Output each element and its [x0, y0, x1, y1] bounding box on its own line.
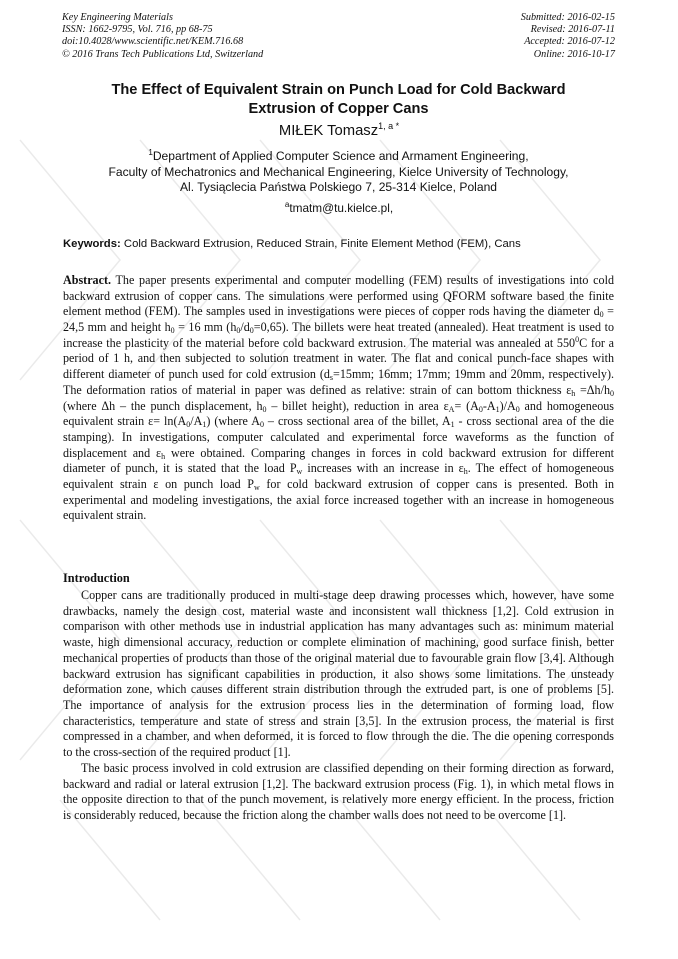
title-line-2: Extrusion of Copper Cans [248, 100, 429, 117]
intro-paragraph-2: The basic process involved in cold extrusion are classified depending on their forming direction as forward, backward and radial or lateral extrusion [1,2]. The backward extrusion process (Fig. 1), in which metal flows in the opposite direction to that of the punch movement, is relatively more energy efficient. In the process, friction is considerably reduced, because the friction along the chamber walls does not need to be overcome [1]. [63, 760, 614, 823]
affiliation-line-3: Al. Tysiąclecia Państwa Polskiego 7, 25-314 Kielce, Poland [179, 180, 498, 194]
revised-date: Revised: 2016-07-11 [530, 24, 615, 36]
author-name: MIŁEK Tomasz [278, 123, 379, 139]
email-line [0, 201, 678, 215]
abstract-paragraph: Abstract. The paper presents experimental and computer modelling (FEM) results of investigations into cold backward extrusion of copper cans. The simulations were performed using QFORM software based the finite element method (FEM). The samples used in investigations were pieces of copper rods having the diameter $d_0 = 24,5$ mm and height $h_0 = 16$ mm $(h_0/d_0=0,65)$. The billets were heat treated (annealed). Heat treatment is used to increase the plasticity of the material before cold backward extrusion. The material was annealed at $550^0C$ for a period of 1 h, and then subjected to solution treatment in water. The flat and conical punch-face shapes with different diameter of punch used for cold extrusion ($d_s=15mm$; 16mm; 17mm; 19mm and 20mm, respectively). The deformation ratios of material in paper was defined as relative: strain of can bottom thickness $\varepsilon_h =\Delta h/h_0$ (where Δh – the punch displacement, $h_0$ – billet height), reduction in area $\varepsilon_A= (A_0-A_1)/A_0$ and homogeneous equivalent strain $\varepsilon= \ln(A_0/A_1)$ (where $A_0$ – cross sectional area of the billet, $A_1$ - cross sectional area of the die stamping). In investigations, computer calculated and experimental force waveforms as the function of displacement and $\varepsilon_h$ were obtained. Comparing changes in forces in cold backward extrusion for different diameter of punch, it is stated that the load $P_w$ increases with an increase in $\varepsilon_h$. The effect of homogeneous equivalent strain ε on punch load $P_w$ for cold backward extrusion of copper cans is presented. Both in experimental and modeling investigations, the axial force increased together with an increase in homogeneous equivalent strain. [63, 273, 615, 523]
accepted-date: Accepted: 2016-07-12 [524, 36, 615, 48]
issn-line: ISSN: 1662-9795, Vol. 716, pp 68-75 [62, 24, 213, 36]
keywords [63, 237, 615, 251]
affiliation [62, 149, 615, 196]
submitted-date: Submitted: 2016-02-15 [520, 12, 615, 23]
author-marks: 1, a * [378, 121, 400, 131]
paper-title [62, 81, 615, 118]
affiliation-mark: 1 [148, 148, 153, 157]
email-mark: a [284, 200, 290, 209]
keywords-label: Keywords: [63, 238, 121, 250]
title-line-1: The Effect of Equivalent Strain on Punch Load for Cold Backward [111, 82, 566, 98]
affiliation-line-2: Faculty of Mechatronics and Mechanical Engineering, Kielce University of Technology, [108, 164, 569, 179]
intro-paragraph-1: Copper cans are traditionally produced in multi-stage deep drawing processes which, however, have some drawbacks, namely the design cost, material waste and inconsistent wall thickness [1,2]. Cold extrusion in comparison with other methods use in industrial application has many advantages such as: minimum material waste, high dimensional accuracy, reduction or complete elimination of machining, good surface finish, better mechanical properties of products than those of the original material due to favourable grain flow [3,4]. Although backward extrusion has significant capabilities in production, it also shows some limitations. The unsteady deformation zone, which causes different strain distribution through the extruded part, is one of problems [5]. The importance of analysis for the extrusion process lies in the determination of forming load, flow characteristics, temperature and state of stress and strain [3,5]. In the extrusion process, the material is first compressed in a chamber, and when deformed, it is forced to flow through the die. The die opening corresponds to the cross-section of the required product [1]. [63, 588, 614, 760]
online-date: Online: 2016-10-17 [533, 48, 615, 60]
introduction-heading: Introduction [63, 571, 130, 585]
doi-line: doi:10.4028/www.scientific.net/KEM.716.68 [62, 36, 244, 48]
affiliation-line-1: Department of Applied Computer Science and Armament Engineering, [152, 149, 529, 163]
author-line [0, 122, 678, 140]
abstract-label: Abstract. [63, 273, 112, 287]
keywords-text: Cold Backward Extrusion, Reduced Strain, Finite Element Method (FEM), Cans [123, 238, 521, 250]
copyright-line: © 2016 Trans Tech Publications Ltd, Switzerland [62, 48, 264, 60]
journal-name: Key Engineering Materials [62, 12, 173, 23]
email-address[interactable]: tmatm@tu.kielce.pl, [289, 201, 394, 215]
introduction-body [63, 588, 614, 824]
